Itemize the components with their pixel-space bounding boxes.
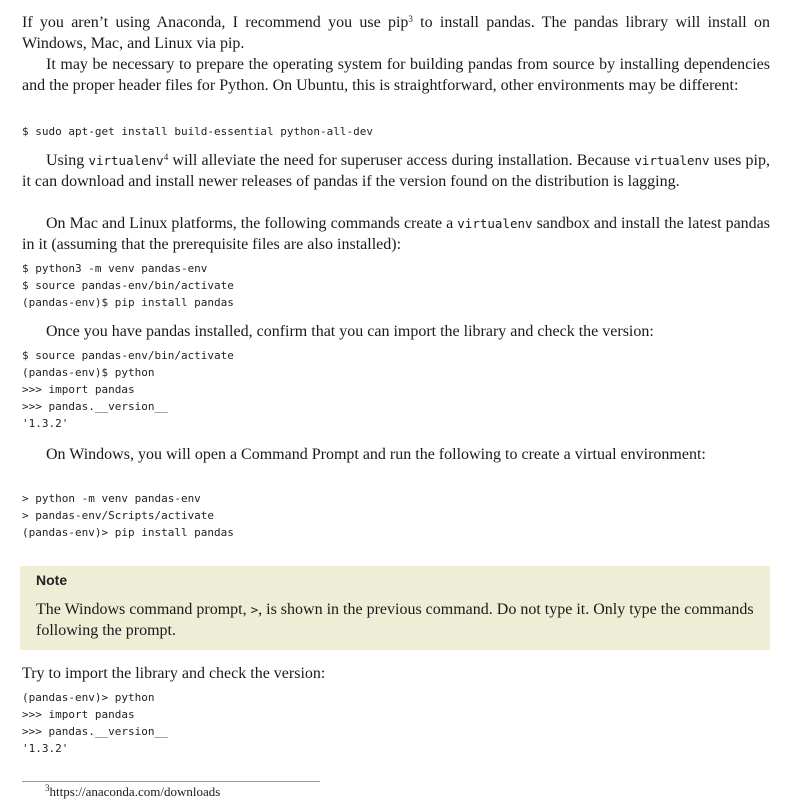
inline-code: virtualenv bbox=[634, 153, 710, 168]
inline-code: virtualenv bbox=[88, 153, 164, 168]
code-venv-mac: $ python3 -m venv pandas-env $ source pandas-env/bin/activate (pandas-env)$ pip install pandas bbox=[22, 262, 234, 309]
code-apt-get: $ sudo apt-get install build-essential python-all-dev bbox=[22, 125, 373, 138]
inline-code: > bbox=[250, 602, 259, 617]
note-title: Note bbox=[36, 572, 68, 588]
paragraph-pip-intro bbox=[22, 12, 770, 54]
text: to install pandas. The pandas library will install on Windows, Mac, and Linux via pip. bbox=[22, 14, 770, 52]
footnote-link[interactable]: https://anaconda.com/downloads bbox=[49, 784, 221, 799]
paragraph-prepare-os: It may be necessary to prepare the operating system for building pandas from source by installing dependencies and the proper header files for Python. On Ubuntu, this is straightforward, other environments may be different: bbox=[22, 56, 770, 94]
note-box bbox=[20, 566, 770, 650]
text: will alleviate the need for superuser access during installation. Because bbox=[168, 152, 635, 169]
text: Using bbox=[46, 152, 89, 169]
code-check-version: $ source pandas-env/bin/activate (pandas-env)$ python >>> import pandas >>> pandas.__version__ '1.3.2' bbox=[22, 349, 234, 430]
footnote-ref-3[interactable]: 3 bbox=[408, 14, 413, 24]
code-windows-check: (pandas-env)> python >>> import pandas >>> pandas.__version__ '1.3.2' bbox=[22, 691, 168, 755]
text: The Windows command prompt, bbox=[36, 601, 251, 618]
paragraph-try-import: Try to import the library and check the version: bbox=[22, 665, 326, 682]
text: uses pip, it can download and install newer releases of pandas if the version found on the distribution is lagging. bbox=[22, 152, 770, 190]
footnote-ref-4[interactable]: 4 bbox=[163, 152, 169, 162]
paragraph-virtualenv bbox=[22, 150, 770, 192]
text: If you aren’t using Anaconda, I recommend you use pip bbox=[22, 14, 409, 31]
paragraph-windows: On Windows, you will open a Command Prompt and run the following to create a virtual environment: bbox=[46, 446, 706, 463]
inline-code: virtualenv bbox=[457, 216, 533, 231]
text: , is shown in the previous command. Do not type it. Only type the commands following the prompt. bbox=[36, 601, 754, 639]
note-body bbox=[36, 599, 754, 641]
paragraph-confirm-install: Once you have pandas installed, confirm that you can import the library and check the version: bbox=[46, 323, 654, 340]
footnote-number: 3 bbox=[45, 783, 50, 793]
code-venv-windows: > python -m venv pandas-env > pandas-env/Scripts/activate (pandas-env)> pip install pandas bbox=[22, 492, 234, 539]
text: sandbox and install the latest pandas in it (assuming that the prerequisite files are also installed): bbox=[22, 215, 770, 253]
paragraph-mac-linux bbox=[22, 213, 770, 255]
footnote-3 bbox=[45, 784, 220, 800]
text: On Mac and Linux platforms, the following commands create a bbox=[46, 215, 458, 232]
footnote-divider bbox=[22, 781, 320, 782]
